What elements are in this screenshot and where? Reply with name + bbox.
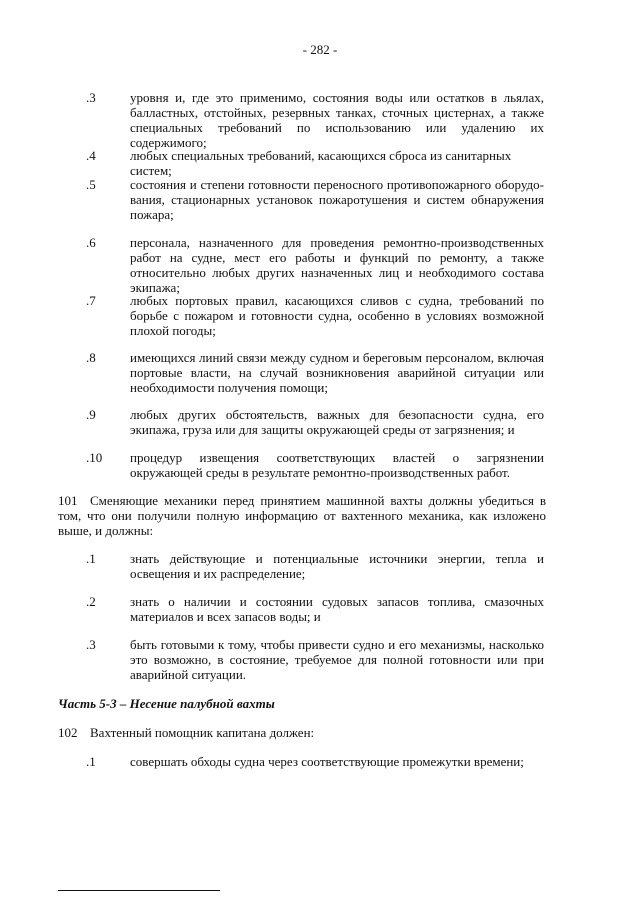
item-text: процедур извещения соответствующих властей о загрязнении окружающей среды в результате ремонтно-производственных работ. <box>130 450 544 480</box>
item-number: .1 <box>86 551 96 566</box>
item-text: персонала, назначенного для проведения ремонтно-производственных работ на судне, мест его работы и функций по ремонту, а также относительно любых других назначенных лиц и необходимого состава экипажа; <box>130 235 544 295</box>
section-heading: Часть 5-3 – Несение палубной вахты <box>58 696 275 711</box>
paragraph-number: 102 <box>58 725 78 740</box>
item-text: знать действующие и потенциальные источники энергии, тепла и освещения и их распределение; <box>130 551 544 581</box>
paragraph-text: Сменяющие механики перед принятием машинной вахты должны убедиться в том, что они получили полную информацию от вахтенного механика, как изложено выше, и должны: <box>58 493 546 538</box>
item-text: любых специальных требований, касающихся сброса из санитарных систем; <box>130 148 512 178</box>
paragraph-text: Вахтенный помощник капитана должен: <box>90 725 315 740</box>
item-text: любых портовых правил, касающихся сливов с судна, требований по борьбе с пожаром и готовности судна, особенно в условиях возможной плохой погоды; <box>130 293 544 338</box>
item-text: уровня и, где это применимо, состояния воды или остатков в льялах, балластных, отстойных, резервных танках, сточных цистернах, а также специальных требований по использованию или удалению их содержимого; <box>130 90 544 150</box>
footer-rule <box>58 890 220 891</box>
item-text: любых других обстоятельств, важных для безопасности судна, его экипажа, груза или для защиты окружающей среды от загрязнения; и <box>130 407 544 437</box>
item-number: .8 <box>86 350 96 365</box>
paragraph-101 <box>58 493 546 538</box>
paragraph-102 <box>58 725 546 740</box>
item-number: .9 <box>86 407 96 422</box>
item-text: имеющихся линий связи между судном и береговым персоналом, включая портовые власти, на случай возникновения аварийной ситуации или необходимости получения помощи; <box>130 350 544 395</box>
item-number: .3 <box>86 637 96 652</box>
item-number: .5 <box>86 177 96 192</box>
item-text: быть готовыми к тому, чтобы привести судно и его механизмы, насколько это возможно, в состояние, требуемое для полной готовности или при аварийной ситуации. <box>130 637 544 682</box>
item-number: .10 <box>86 450 103 465</box>
item-number: .7 <box>86 293 96 308</box>
item-text: состояния и степени готовности переносного противопожарного оборудо-вания, стационарных установок пожаротушения и систем обнаружения пожара; <box>130 177 544 222</box>
item-number: .3 <box>86 90 96 105</box>
item-number: .2 <box>86 594 96 609</box>
item-number: .4 <box>86 148 96 163</box>
item-number: .1 <box>86 754 96 769</box>
item-text: знать о наличии и состоянии судовых запасов топлива, смазочных материалов и всех запасов воды; и <box>130 594 544 624</box>
paragraph-number: 101 <box>58 493 78 508</box>
item-text: совершать обходы судна через соответствующие промежутки времени; <box>130 754 524 769</box>
item-number: .6 <box>86 235 96 250</box>
page-number: - 282 - <box>302 42 338 57</box>
